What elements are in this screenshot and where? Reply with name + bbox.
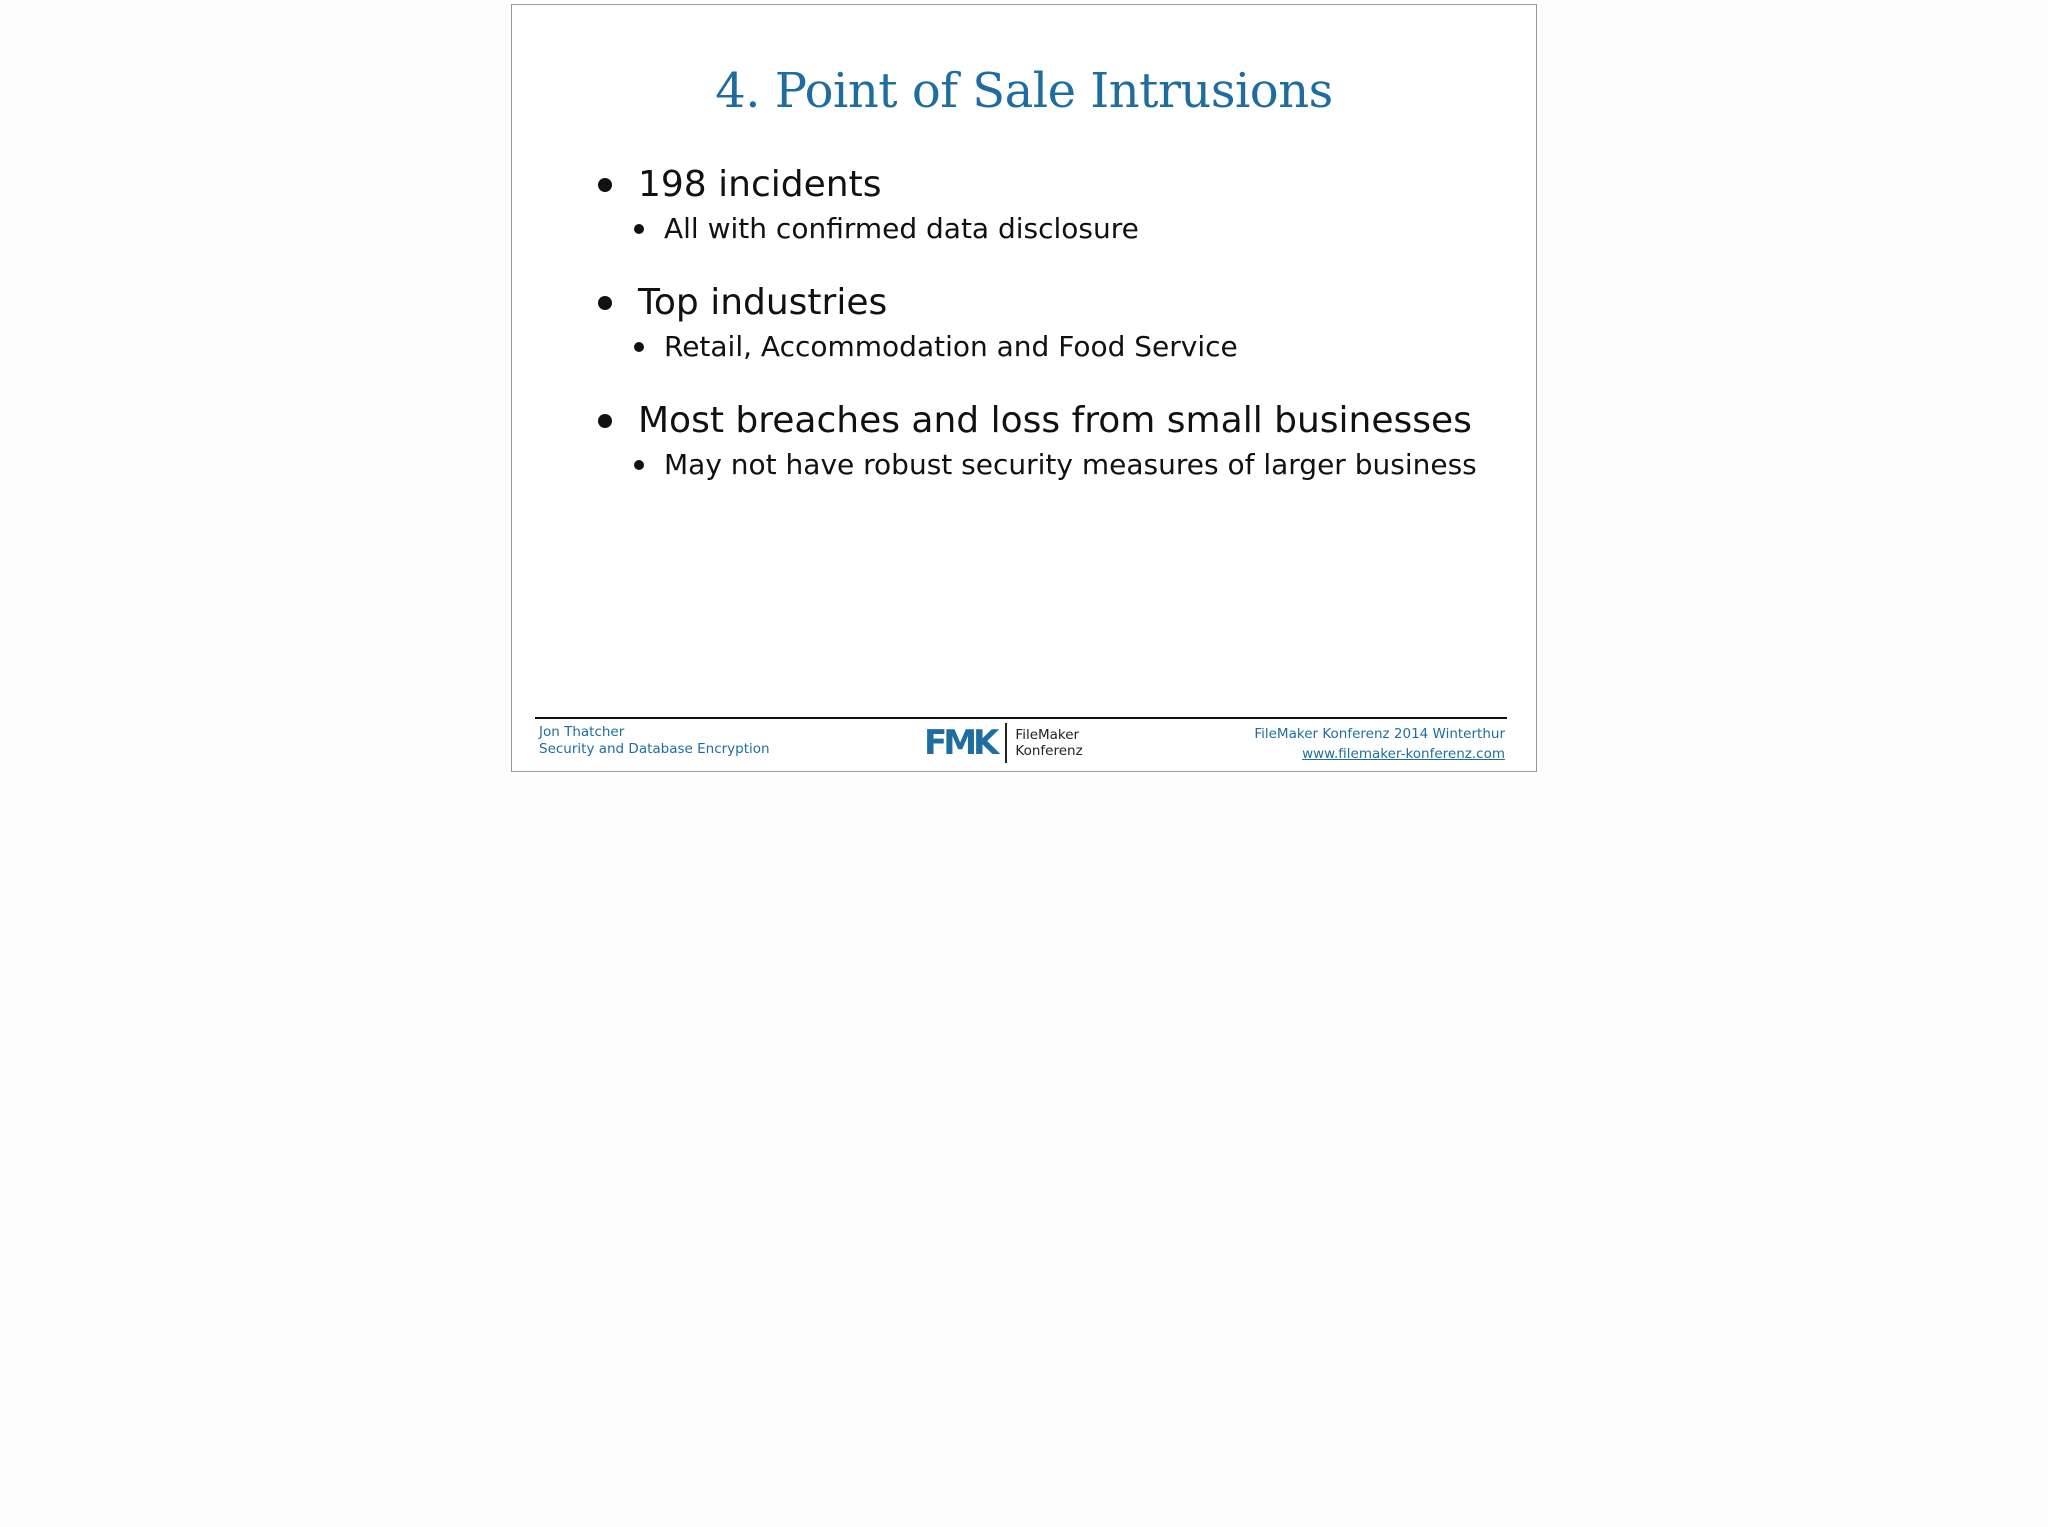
footer-talk-title: Security and Database Encryption bbox=[539, 741, 770, 757]
footer-event: FileMaker Konferenz 2014 Winterthur bbox=[1254, 726, 1505, 742]
bullet-list bbox=[598, 163, 1477, 517]
bullet-dot-icon bbox=[598, 414, 612, 428]
logo-divider bbox=[1005, 723, 1007, 763]
slide-title: 4. Point of Sale Intrusions bbox=[715, 63, 1333, 119]
sub-bullet-text: Retail, Accommodation and Food Service bbox=[664, 330, 1238, 363]
bullet-dot-icon bbox=[598, 296, 612, 310]
sub-bullet-text: May not have robust security measures of larger business bbox=[664, 448, 1477, 481]
bullet-text: 198 incidents bbox=[638, 164, 882, 205]
logo-wordmark bbox=[1015, 727, 1082, 759]
bullet-item bbox=[598, 163, 1477, 207]
footer-url-link[interactable]: www.filemaker-konferenz.com bbox=[1302, 746, 1505, 762]
fmk-logo bbox=[924, 721, 1083, 765]
bullet-dot-icon bbox=[634, 224, 644, 234]
sub-bullet-item bbox=[598, 329, 1477, 365]
bullet-dot-icon bbox=[598, 178, 612, 192]
footer-divider bbox=[535, 717, 1507, 719]
fmk-logo-mark: FMK bbox=[924, 723, 996, 763]
logo-line2: Konferenz bbox=[1015, 743, 1083, 759]
sub-bullet-item bbox=[598, 211, 1477, 247]
logo-line1: FileMaker bbox=[1015, 727, 1080, 743]
sub-bullet-item bbox=[598, 447, 1477, 483]
bullet-text: Most breaches and loss from small businesses bbox=[638, 400, 1472, 441]
slide bbox=[511, 4, 1537, 772]
footer-author: Jon Thatcher bbox=[539, 724, 625, 740]
bullet-text: Top industries bbox=[638, 282, 888, 323]
footer-event-block bbox=[1254, 724, 1505, 764]
bullet-dot-icon bbox=[634, 460, 644, 470]
bullet-item bbox=[598, 399, 1477, 443]
bullet-item bbox=[598, 281, 1477, 325]
bullet-dot-icon bbox=[634, 342, 644, 352]
sub-bullet-text: All with confirmed data disclosure bbox=[664, 212, 1139, 245]
footer-author-block bbox=[539, 724, 770, 758]
